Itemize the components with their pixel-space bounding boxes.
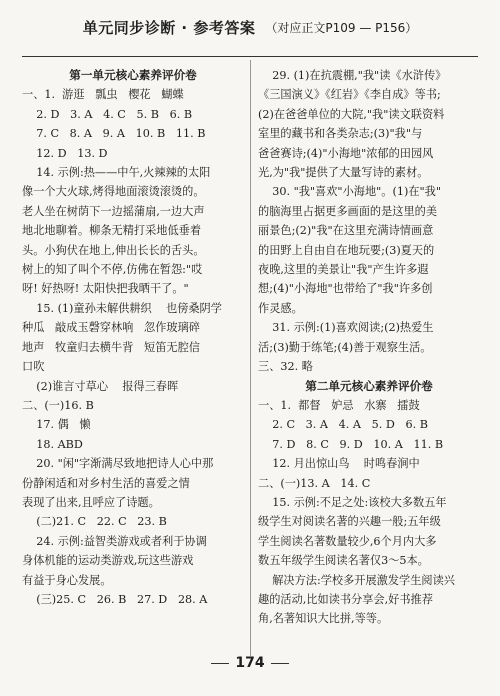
answer-line: 解决方法:学校多开展激发学生阅读兴 [258, 573, 455, 587]
answer-line: 身体机能的运动类游戏,玩这些游戏 [22, 554, 194, 568]
answer-line: 数五年级学生阅读名著仅3～5本。 [258, 554, 429, 568]
answer-line: 有益于身心发展。 [22, 573, 112, 587]
answer-line: 口吹 [22, 360, 45, 374]
answer-line: 想;(4)"小海地"也带给了"我"许多创 [258, 282, 433, 296]
answer-line: 活;(3)勤于练笔;(4)善于观察生活。 [258, 340, 432, 354]
answer-line: (2)在爸爸单位的大院,"我"读文联资料 [258, 107, 445, 121]
header-subtitle: （对应正文P109 — P156） [265, 20, 418, 35]
answer-line: 24. 示例:益智类游戏或者利于协调 [22, 534, 207, 548]
footer-dash-left [211, 663, 229, 664]
answer-line: 30. "我"喜欢"小海地"。(1)在"我" [258, 185, 441, 199]
unit-2-title: 第二单元核心素养评价卷 [305, 378, 433, 393]
answer-line: 像一个大火球,烤得地面滚烫滚烫的。 [22, 185, 205, 199]
answer-line: 二、(一)16. B [22, 398, 94, 412]
unit-2-answers [258, 396, 480, 629]
answer-line: 地声 牧童归去横牛背 短笛无腔信 [22, 340, 200, 354]
answer-line: 12. D 13. D [22, 146, 108, 160]
answer-line: 表现了出来,且呼应了诗题。 [22, 495, 160, 509]
answer-line: 角,名著知识大比拼,等等。 [258, 612, 389, 626]
answer-line: 18. ABD [22, 437, 83, 451]
page-number: 174 [235, 655, 265, 671]
header-title: 单元同步诊断 · 参考答案 [82, 18, 256, 37]
answer-line: 树上的知了叫个不停,仿佛在暂怨:"哎 [22, 263, 203, 277]
answer-line: 级学生对阅读名著的兴趣一般;五年级 [258, 515, 441, 529]
answer-line: 头。小狗伏在地上,伸出长长的舌头。 [22, 243, 205, 257]
answer-line: 31. 示例:(1)喜欢阅读;(2)热爱生 [258, 321, 434, 335]
unit-1-continued [258, 66, 480, 377]
answer-line: (三)25. C 26. B 27. D 28. A [22, 592, 208, 606]
answer-line: 《三国演义》《红岩》《李自成》等书; [258, 88, 441, 102]
header-divider [22, 56, 478, 57]
answer-line: 7. D 8. C 9. D 10. A 11. B [258, 437, 444, 451]
answer-line: 光,为"我"提供了大量写诗的素材。 [258, 166, 429, 180]
column-divider [250, 60, 251, 656]
answer-line: 2. C 3. A 4. A 5. D 6. B [258, 418, 428, 432]
answer-line: 一、1. 游逛 瓢虫 樱花 蝴蝶 [22, 88, 184, 102]
answer-line: 17. 偶 懒 [22, 418, 91, 432]
answer-line: (2)谁言寸草心 报得三春晖 [22, 379, 179, 393]
answer-line: 的脑海里占据更多画面的是这里的美 [258, 204, 438, 218]
page-footer [0, 655, 500, 671]
answer-line: (二)21. C 22. C 23. B [22, 515, 167, 529]
answer-line: 丽景色;(2)"我"在这里充满诗情画意 [258, 224, 434, 238]
answer-line: 老人坐在树荫下一边摇蒲扇,一边大声 [22, 204, 205, 218]
answer-line: 2. D 3. A 4. C 5. B 6. B [22, 107, 193, 121]
answer-line: 7. C 8. A 9. A 10. B 11. B [22, 127, 206, 141]
right-column [258, 66, 480, 629]
answer-line: 夜晚,这里的美景让"我"产生许多遐 [258, 263, 429, 277]
answer-line: 学生阅读名著数量较少,6个月内大多 [258, 534, 437, 548]
answer-line: 份静闲适和对乡村生活的喜爱之情 [22, 476, 190, 490]
answer-line: 的田野上自由自在地玩要;(3)夏天的 [258, 243, 435, 257]
answer-line: 20. "闲"字渐满尽致地把诗人心中那 [22, 457, 214, 471]
answer-line: 地北地聊着。柳条无精打采地低垂着 [22, 224, 202, 238]
answer-line: 三、32. 略 [258, 360, 313, 374]
answer-line: 29. (1)在抗震棚,"我"读《水浒传》 [258, 69, 447, 82]
answer-line: 作灵感。 [258, 301, 303, 315]
answer-line: 15. (1)童孙未解供耕织 也傍桑阴学 [22, 301, 222, 315]
answer-line: 15. 示例:不足之处:该校大多数五年 [258, 495, 447, 509]
unit-1-title: 第一单元核心素养评价卷 [69, 68, 197, 82]
answer-line: 呀! 好热呀! 太阳快把我晒干了。" [22, 282, 189, 296]
answer-line: 一、1. 都督 妒忌 水寨 擂鼓 [258, 398, 420, 412]
page-header [0, 0, 500, 54]
answer-line: 爸爸赛诗;(4)"小海地"浓郁的田园风 [258, 146, 434, 160]
answer-line: 种瓜 敲成玉磬穿林响 忽作玻璃碎 [22, 321, 200, 335]
answer-line: 12. 月出惊山鸟 时鸣春涧中 [258, 457, 420, 471]
left-column [22, 66, 244, 609]
answer-line: 14. 示例:热——中午,火辣辣的太阳 [22, 166, 211, 180]
answer-line: 二、(一)13. A 14. C [258, 476, 371, 490]
footer-dash-right [271, 663, 289, 664]
answer-line: 室里的藏书和各类杂志;(3)"我"与 [258, 127, 423, 141]
answer-line: 趣的活动,比如读书分享会,好书推荐 [258, 592, 433, 606]
